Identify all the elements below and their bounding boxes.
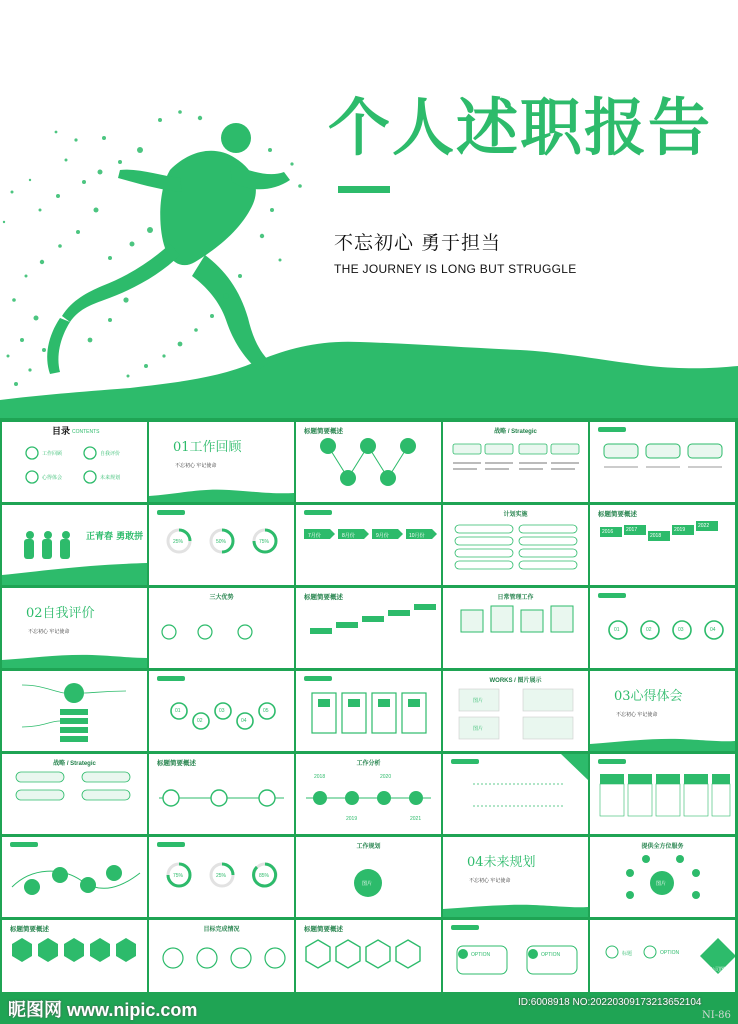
year-1: 2016 bbox=[602, 529, 614, 535]
month-2: 8月份 bbox=[342, 533, 355, 539]
thumb-section-01[interactable] bbox=[149, 422, 294, 502]
timeline-diamonds bbox=[149, 754, 294, 834]
pct-a: 75% bbox=[173, 873, 184, 879]
year-d: 2021 bbox=[410, 816, 422, 822]
daily-cubes bbox=[443, 588, 588, 668]
advantage-icons bbox=[149, 588, 294, 668]
services-title: 提供全方位服务 bbox=[641, 844, 684, 850]
toc-item-1: 工作回顾 bbox=[42, 451, 63, 457]
section-02-sub: 不忘初心 牢记使命 bbox=[28, 629, 70, 635]
year-2: 2017 bbox=[626, 527, 638, 533]
hill-shape bbox=[149, 480, 294, 502]
toc-title: 目录 bbox=[52, 426, 71, 436]
site-watermark: 昵图网 www.nipic.com bbox=[8, 1000, 198, 1020]
num-2: 02 bbox=[646, 627, 652, 633]
thumb-section-02[interactable] bbox=[2, 588, 147, 668]
target-circles bbox=[149, 920, 294, 992]
num-2: 02 bbox=[197, 718, 203, 724]
year-5: 2022 bbox=[698, 523, 710, 529]
hill-shape bbox=[590, 729, 735, 751]
thumb-strategy[interactable] bbox=[443, 422, 588, 502]
stair-steps bbox=[296, 588, 441, 668]
section-03-title: 03心得体会 bbox=[614, 689, 683, 704]
num-5: 05 bbox=[263, 708, 269, 714]
option-c: OPTION bbox=[660, 950, 680, 956]
year-3: 2018 bbox=[650, 533, 662, 539]
analysis-title: 工作分析 bbox=[356, 761, 381, 767]
strategy-boxes bbox=[443, 422, 588, 502]
thumb-section-03[interactable] bbox=[590, 671, 735, 751]
slide-header: 标题简要概述 bbox=[157, 760, 196, 767]
daily-title: 日常管理工作 bbox=[497, 595, 534, 601]
thumb-circles[interactable] bbox=[590, 588, 735, 668]
num-1: 01 bbox=[614, 627, 620, 633]
slide-header: 标题简要概述 bbox=[598, 511, 637, 518]
workplan-hub bbox=[296, 837, 441, 917]
cover-slide bbox=[0, 0, 738, 418]
num-1: 01 bbox=[175, 708, 181, 714]
title-cards bbox=[590, 754, 735, 834]
month-arrows bbox=[296, 505, 441, 585]
thumb-analysis[interactable] bbox=[296, 754, 441, 834]
thumb-option-bubbles[interactable] bbox=[443, 920, 588, 992]
num-4: 04 bbox=[241, 718, 247, 724]
three-title: 三大优势 bbox=[209, 595, 234, 601]
num-3: 03 bbox=[219, 708, 225, 714]
pct-1: 25% bbox=[173, 539, 184, 545]
thumb-tree[interactable] bbox=[2, 671, 147, 751]
title-label-a: 标题 bbox=[622, 951, 633, 957]
slide-header: 标题简要概述 bbox=[10, 926, 49, 933]
thumb-hexagons-2[interactable] bbox=[296, 920, 441, 992]
thumb-route[interactable] bbox=[443, 754, 588, 834]
year-bubbles bbox=[2, 837, 147, 917]
four-cards bbox=[296, 671, 441, 751]
thumb-daily[interactable] bbox=[443, 588, 588, 668]
code-watermark: NI-86 bbox=[702, 1010, 731, 1021]
year-b: 2020 bbox=[380, 774, 392, 780]
section-01-title: 01工作回顾 bbox=[173, 440, 242, 455]
thumb-timeline-diamonds[interactable] bbox=[149, 754, 294, 834]
thumb-services[interactable] bbox=[590, 837, 735, 917]
hill-shape bbox=[443, 895, 588, 917]
month-3: 9月份 bbox=[376, 533, 389, 539]
toc-item-2: 自我评价 bbox=[100, 451, 121, 457]
progress-rings bbox=[149, 505, 294, 585]
section-01-sub: 不忘初心 牢记使命 bbox=[175, 463, 217, 469]
thumb-progress-2[interactable] bbox=[149, 837, 294, 917]
slide-header: 标题简要概述 bbox=[304, 594, 343, 601]
thumb-plan[interactable] bbox=[443, 505, 588, 585]
hex-diagram bbox=[296, 422, 441, 502]
tree-diagram bbox=[2, 671, 147, 751]
ring-picture-label: 图片 bbox=[656, 881, 667, 887]
thumb-strategy-2[interactable] bbox=[2, 754, 147, 834]
strategy-title-2: 战略 / Strategic bbox=[53, 761, 96, 767]
option-b: OPTION bbox=[541, 952, 561, 958]
company-picture-label: 公司图片 bbox=[710, 967, 731, 973]
thumb-five-circles[interactable] bbox=[149, 671, 294, 751]
strategy-title: 战略 / Strategic bbox=[494, 429, 537, 435]
thumb-youth[interactable] bbox=[2, 505, 147, 585]
thumb-year-bubbles[interactable] bbox=[2, 837, 147, 917]
works-title: WORKS / 图片展示 bbox=[489, 678, 542, 684]
main-title: 个人述职报告 bbox=[328, 91, 713, 164]
english-tagline: THE JOURNEY IS LONG BUT STRUGGLE bbox=[334, 262, 577, 276]
toc-item-3: 心得体会 bbox=[42, 475, 63, 481]
subtitle: 不忘初心 勇于担当 bbox=[334, 232, 502, 254]
toc-circles bbox=[2, 422, 147, 502]
thumb-toc[interactable] bbox=[2, 422, 147, 502]
option-bubbles bbox=[443, 920, 588, 992]
year-a: 2018 bbox=[314, 774, 326, 780]
thumb-progress[interactable] bbox=[149, 505, 294, 585]
runner-illustration bbox=[0, 0, 738, 418]
section-03-sub: 不忘初心 牢记使命 bbox=[616, 712, 658, 718]
year-c: 2019 bbox=[346, 816, 358, 822]
runners-group bbox=[2, 505, 147, 585]
thumb-title-cards[interactable] bbox=[590, 754, 735, 834]
thumb-stairs[interactable] bbox=[296, 588, 441, 668]
services-ring bbox=[590, 837, 735, 917]
year-4: 2019 bbox=[674, 527, 686, 533]
hexagon-row bbox=[2, 920, 147, 992]
id-watermark: ID:6008918 NO:20220309173213652104 bbox=[518, 997, 702, 1008]
pct-2: 50% bbox=[216, 539, 227, 545]
thumb-months[interactable] bbox=[296, 505, 441, 585]
year-steps bbox=[590, 505, 735, 585]
hub-picture-label: 图片 bbox=[362, 881, 373, 887]
plan-title: 计划实施 bbox=[503, 512, 528, 518]
thumb-workplan[interactable] bbox=[296, 837, 441, 917]
thumb-header-overview[interactable] bbox=[296, 422, 441, 502]
thumb-hexagons[interactable] bbox=[2, 920, 147, 992]
company-diamonds bbox=[590, 920, 735, 992]
youth-slogan: 正青春 勇敢拼 bbox=[86, 532, 144, 542]
option-a: OPTION bbox=[471, 952, 491, 958]
workplan-title: 工作规划 bbox=[356, 844, 381, 850]
month-4: 10月份 bbox=[409, 533, 425, 539]
month-1: 7月份 bbox=[308, 533, 321, 539]
slide-header: 标题简要概述 bbox=[304, 428, 343, 435]
pct-b: 25% bbox=[216, 873, 227, 879]
toc-en: CONTENTS bbox=[72, 429, 100, 435]
thumb-company[interactable] bbox=[590, 920, 735, 992]
toc-item-4: 未来规划 bbox=[100, 475, 121, 481]
pct-3: 75% bbox=[259, 539, 270, 545]
slide-header: 标题简要概述 bbox=[304, 926, 343, 933]
section-04-sub: 不忘初心 牢记使命 bbox=[469, 878, 511, 884]
works-pictures bbox=[443, 671, 588, 751]
plan-list bbox=[443, 505, 588, 585]
thumb-options-row[interactable] bbox=[590, 422, 735, 502]
targets-title: 目标完成情况 bbox=[203, 927, 240, 933]
section-02-title: 02自我评价 bbox=[26, 606, 95, 621]
picture-label-2: 图片 bbox=[473, 726, 484, 732]
section-04-title: 04未来规划 bbox=[467, 855, 536, 870]
strategy-pills bbox=[2, 754, 147, 834]
thumb-targets[interactable] bbox=[149, 920, 294, 992]
title-accent-bar bbox=[338, 186, 390, 193]
pct-c: 85% bbox=[259, 873, 270, 879]
analysis-timeline bbox=[296, 754, 441, 834]
num-4: 04 bbox=[710, 627, 716, 633]
hill-shape bbox=[2, 646, 147, 668]
thumb-works[interactable] bbox=[443, 671, 588, 751]
num-3: 03 bbox=[678, 627, 684, 633]
hexagon-chain bbox=[296, 920, 441, 992]
route-lines bbox=[443, 754, 588, 834]
thumb-section-04[interactable] bbox=[443, 837, 588, 917]
options-boxes bbox=[590, 422, 735, 502]
picture-label-1: 图片 bbox=[473, 698, 484, 704]
thumb-three-advantages[interactable] bbox=[149, 588, 294, 668]
thumb-cards[interactable] bbox=[296, 671, 441, 751]
thumb-years[interactable] bbox=[590, 505, 735, 585]
